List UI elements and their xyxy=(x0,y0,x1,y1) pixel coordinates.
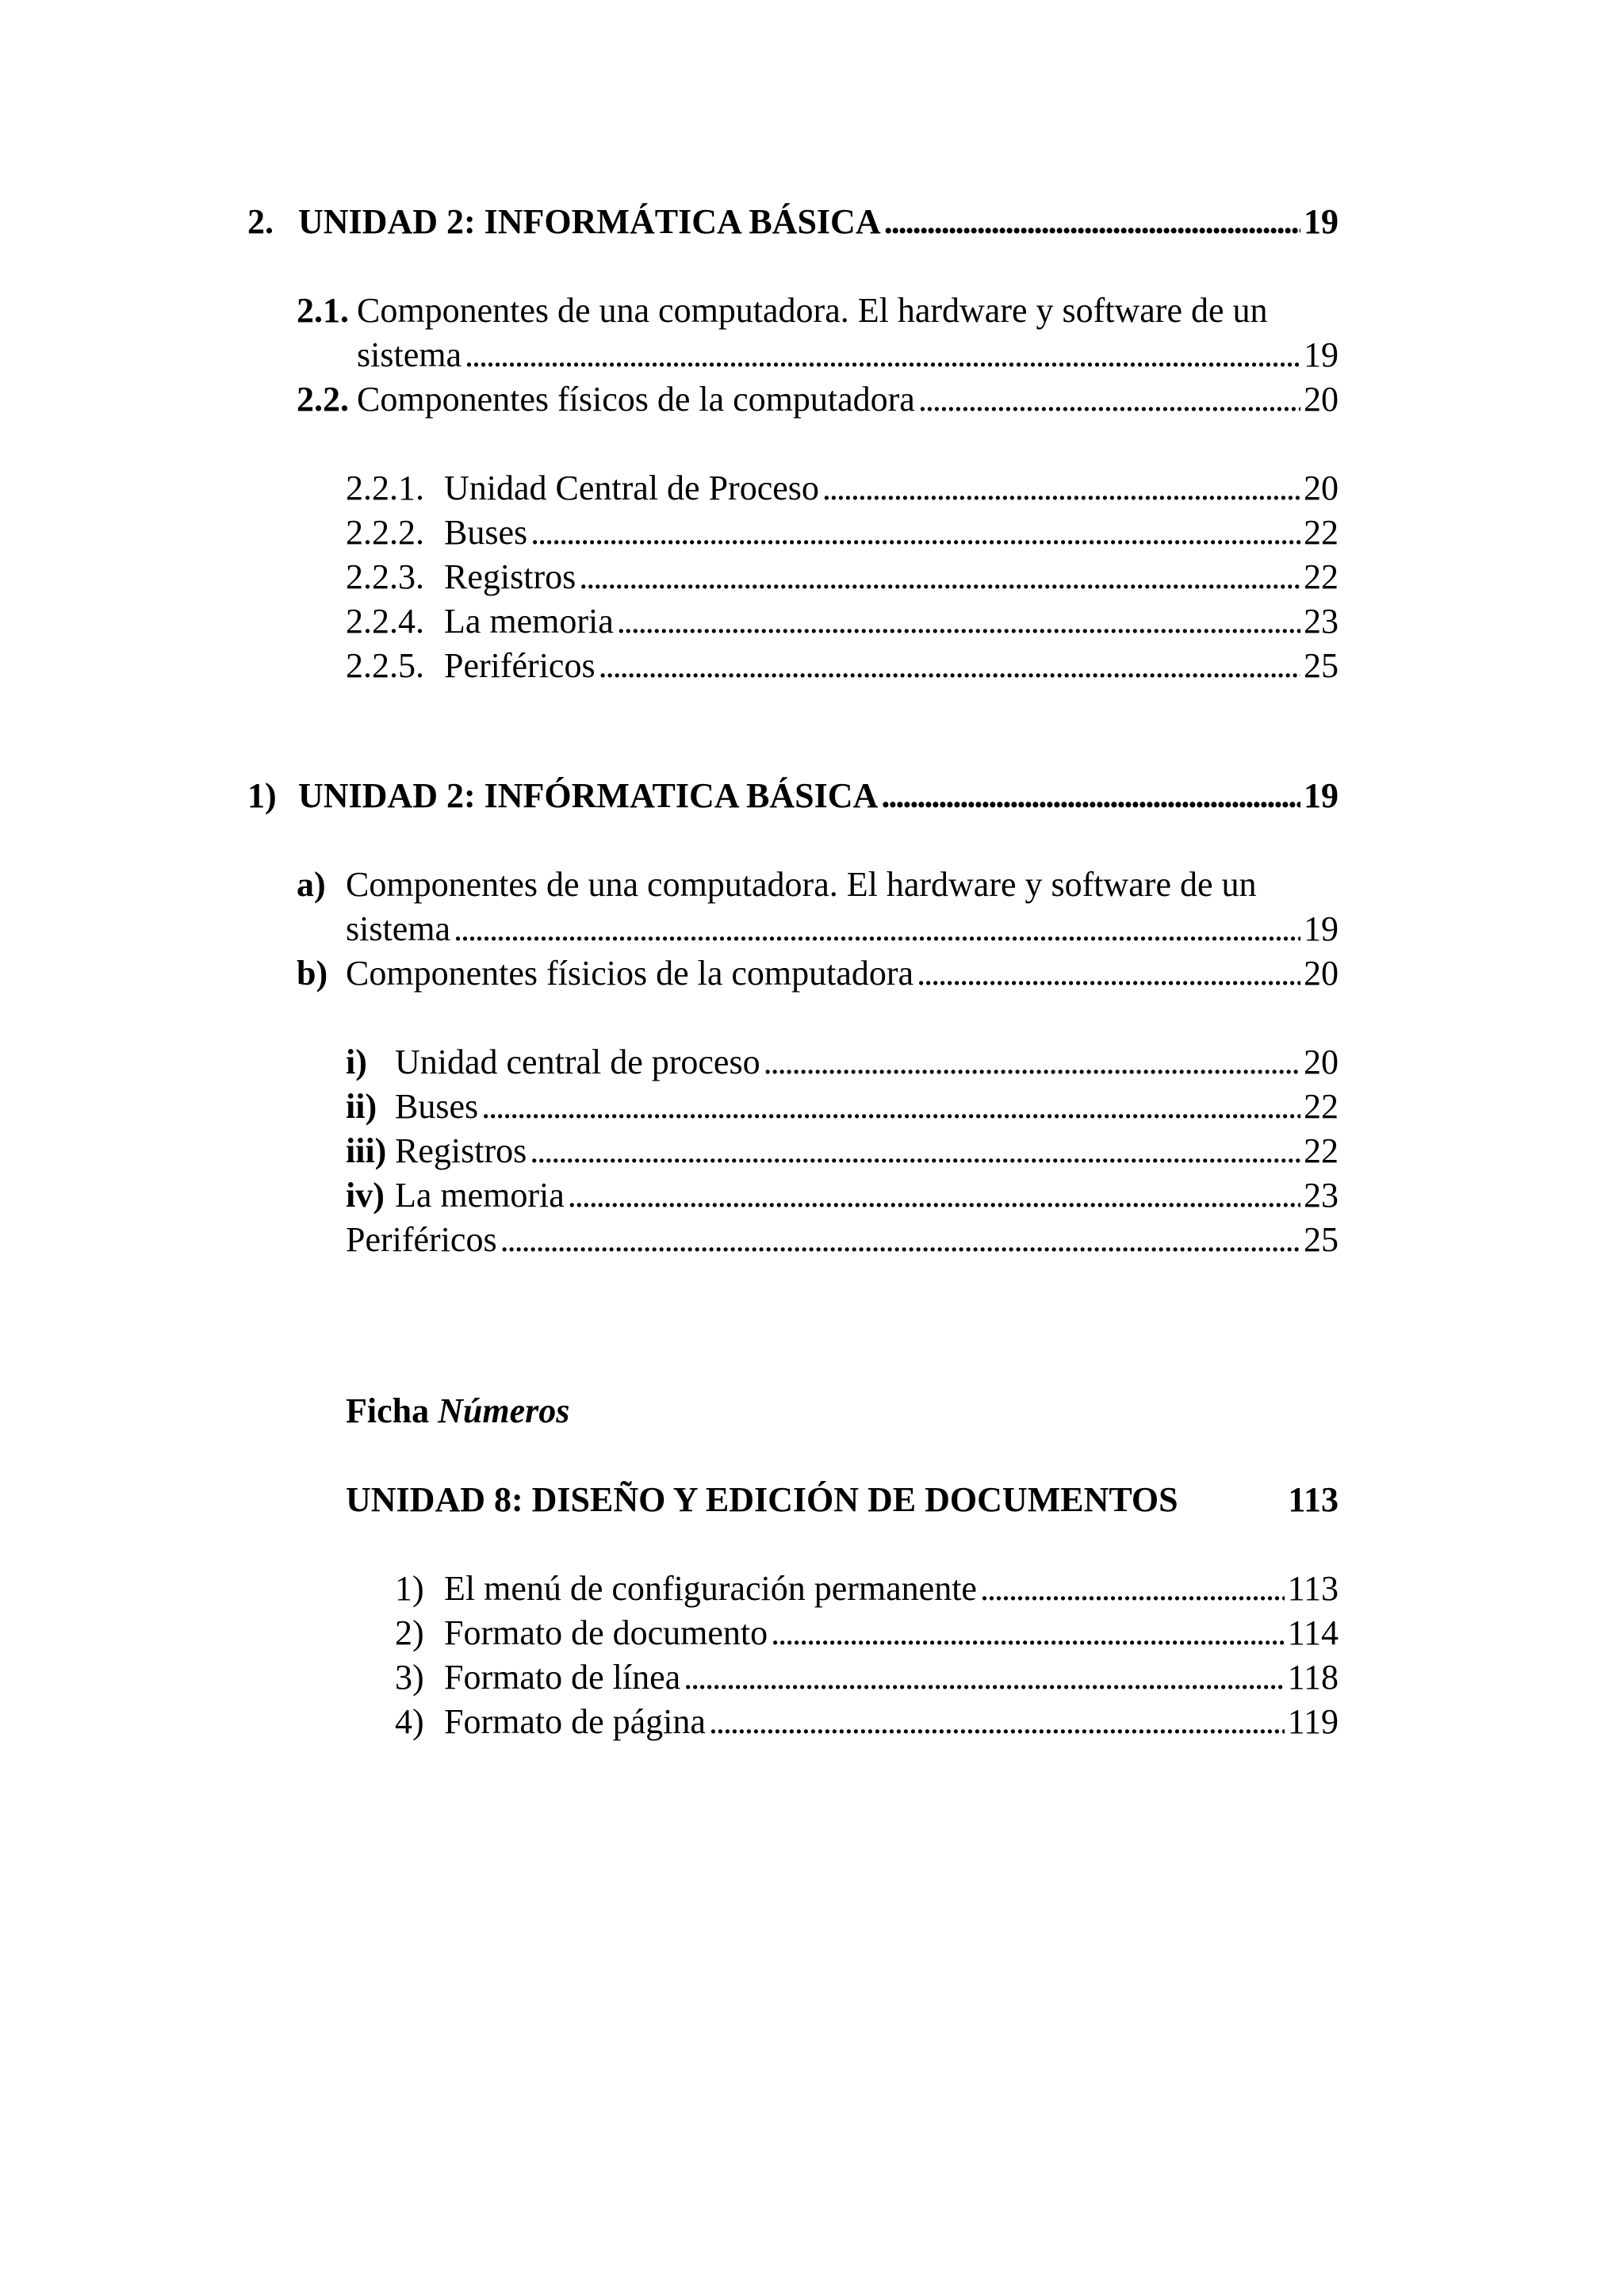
ficha-title xyxy=(346,1389,1339,1433)
toc1-sub-page: 23 xyxy=(1304,602,1339,641)
toc1-sub-title: Periféricos xyxy=(444,646,596,685)
toc-leader xyxy=(917,951,1300,996)
toc1-sub-page: 20 xyxy=(1304,469,1339,507)
ficha-label: Ficha xyxy=(346,1391,430,1430)
toc2-entry-b[interactable] xyxy=(297,951,1339,996)
toc-leader xyxy=(881,774,1300,818)
toc1-heading-title: UNIDAD 2: INFORMÁTICA BÁSICA xyxy=(298,202,881,241)
toc2-heading-title: UNIDAD 2: INFÓRMATICA BÁSICA xyxy=(298,776,879,815)
toc2-heading-page: 19 xyxy=(1304,776,1339,815)
toc2-heading[interactable] xyxy=(247,774,1339,818)
toc3-item-number: 2) xyxy=(395,1613,424,1652)
toc2-entry-title: Componentes físicios de la computadora xyxy=(346,954,914,993)
toc1-entry-number: 2.1. xyxy=(297,291,349,330)
toc1-sub-title: Registros xyxy=(444,557,576,596)
toc3-item-4[interactable] xyxy=(395,1700,1339,1744)
toc-leader xyxy=(579,555,1300,599)
toc2-sub-page: 20 xyxy=(1304,1043,1339,1081)
toc1-heading-number: 2. xyxy=(247,202,274,241)
toc2-entry-page: 19 xyxy=(1304,909,1339,948)
toc1-sub-2-2-2[interactable] xyxy=(346,511,1339,555)
toc2-sub-page: 23 xyxy=(1304,1176,1339,1215)
toc-leader xyxy=(500,1218,1300,1262)
toc-leader xyxy=(454,907,1300,951)
toc1-sub-2-2-4[interactable] xyxy=(346,599,1339,644)
toc1-sub-page: 22 xyxy=(1304,513,1339,552)
toc2-sub-ii[interactable] xyxy=(346,1085,1339,1129)
toc1-sub-page: 25 xyxy=(1304,646,1339,685)
toc-leader xyxy=(599,644,1300,688)
toc2-entry-a[interactable] xyxy=(297,863,1359,907)
toc3-item-2[interactable] xyxy=(395,1611,1339,1655)
toc2-heading-number: 1) xyxy=(247,776,277,815)
toc2-sub-page: 25 xyxy=(1304,1220,1339,1259)
toc2-sub-title: Periféricos xyxy=(346,1220,497,1259)
toc1-sub-number: 2.2.3. xyxy=(346,557,424,596)
toc2-entry-number: a) xyxy=(297,865,326,904)
toc2-entry-number: b) xyxy=(297,954,328,993)
toc1-sub-title: La memoria xyxy=(444,602,614,641)
toc3-item-number: 3) xyxy=(395,1658,424,1697)
toc1-entry-title: Componentes físicos de la computadora xyxy=(357,380,915,419)
toc3-item-title: El menú de configuración permanente xyxy=(444,1569,977,1608)
toc3-heading-title: UNIDAD 8: DISEÑO Y EDICIÓN DE DOCUMENTOS xyxy=(346,1480,1178,1519)
toc3-heading[interactable] xyxy=(346,1478,1339,1522)
toc1-heading-page: 19 xyxy=(1304,202,1339,241)
toc-leader xyxy=(684,1655,1284,1700)
toc1-sub-number: 2.2.2. xyxy=(346,513,424,552)
toc-leader xyxy=(884,200,1300,244)
toc2-sub-title: Registros xyxy=(395,1131,527,1170)
toc1-sub-2-2-1[interactable] xyxy=(346,466,1339,511)
toc2-entry-title: Componentes de una computadora. El hardware y software de un xyxy=(346,865,1257,904)
toc1-sub-title: Unidad Central de Proceso xyxy=(444,469,819,507)
toc2-sub-page: 22 xyxy=(1304,1087,1339,1126)
toc-leader xyxy=(918,377,1300,422)
toc3-item-title: Formato de documento xyxy=(444,1613,768,1652)
toc1-entry-2-2[interactable] xyxy=(297,377,1339,422)
toc1-entry-2-1-cont[interactable] xyxy=(357,333,1339,377)
toc-leader xyxy=(465,333,1300,377)
toc2-sub-number: iii) xyxy=(346,1131,387,1170)
toc2-sub-title: La memoria xyxy=(395,1176,565,1215)
toc3-item-title: Formato de línea xyxy=(444,1658,681,1697)
toc1-entry-title: Componentes de una computadora. El hardware y software de un xyxy=(357,291,1268,330)
toc3-item-page: 113 xyxy=(1287,1569,1339,1608)
toc1-entry-number: 2.2. xyxy=(297,380,349,419)
toc2-sub-iii[interactable] xyxy=(346,1129,1339,1173)
toc1-sub-number: 2.2.5. xyxy=(346,646,424,685)
toc3-item-page: 118 xyxy=(1287,1658,1339,1697)
toc1-sub-title: Buses xyxy=(444,513,528,552)
toc-leader xyxy=(568,1173,1300,1218)
toc1-heading[interactable] xyxy=(247,200,1339,244)
toc2-sub-perifericos[interactable] xyxy=(346,1218,1339,1262)
toc-leader xyxy=(530,1129,1300,1173)
toc3-item-3[interactable] xyxy=(395,1655,1339,1700)
toc1-sub-number: 2.2.4. xyxy=(346,602,424,641)
toc1-entry-page: 20 xyxy=(1304,380,1339,419)
toc2-sub-title: Unidad central de proceso xyxy=(395,1043,760,1081)
toc2-sub-number: ii) xyxy=(346,1087,377,1126)
toc-leader xyxy=(481,1085,1300,1129)
toc2-sub-iv[interactable] xyxy=(346,1173,1339,1218)
toc3-item-1[interactable] xyxy=(395,1567,1339,1611)
toc1-sub-2-2-3[interactable] xyxy=(346,555,1339,599)
toc3-heading-page: 113 xyxy=(1288,1480,1339,1519)
toc-leader xyxy=(530,511,1300,555)
ficha-italic-label: Números xyxy=(438,1391,570,1430)
toc2-entry-page: 20 xyxy=(1304,954,1339,993)
toc-leader xyxy=(771,1611,1284,1655)
toc3-item-number: 1) xyxy=(395,1569,424,1608)
toc2-sub-page: 22 xyxy=(1304,1131,1339,1170)
toc2-sub-number: iv) xyxy=(346,1176,385,1215)
toc2-entry-a-cont[interactable] xyxy=(346,907,1339,951)
toc-leader xyxy=(980,1567,1285,1611)
toc3-item-page: 119 xyxy=(1287,1702,1339,1741)
toc2-sub-number: i) xyxy=(346,1043,367,1081)
toc1-entry-2-1[interactable] xyxy=(297,289,1375,333)
toc-leader xyxy=(617,599,1300,644)
toc1-sub-2-2-5[interactable] xyxy=(346,644,1339,688)
toc3-item-number: 4) xyxy=(395,1702,424,1741)
toc1-sub-page: 22 xyxy=(1304,557,1339,596)
toc1-entry-page: 19 xyxy=(1304,335,1339,374)
toc-leader xyxy=(764,1040,1300,1085)
toc1-entry-title-cont: sistema xyxy=(357,335,462,374)
toc-leader xyxy=(709,1700,1285,1744)
toc-leader xyxy=(822,466,1300,511)
toc2-entry-title-cont: sistema xyxy=(346,909,450,948)
toc3-item-title: Formato de página xyxy=(444,1702,706,1741)
toc1-sub-number: 2.2.1. xyxy=(346,469,424,507)
toc3-item-page: 114 xyxy=(1287,1613,1339,1652)
toc2-sub-title: Buses xyxy=(395,1087,479,1126)
toc2-sub-i[interactable] xyxy=(346,1040,1339,1085)
